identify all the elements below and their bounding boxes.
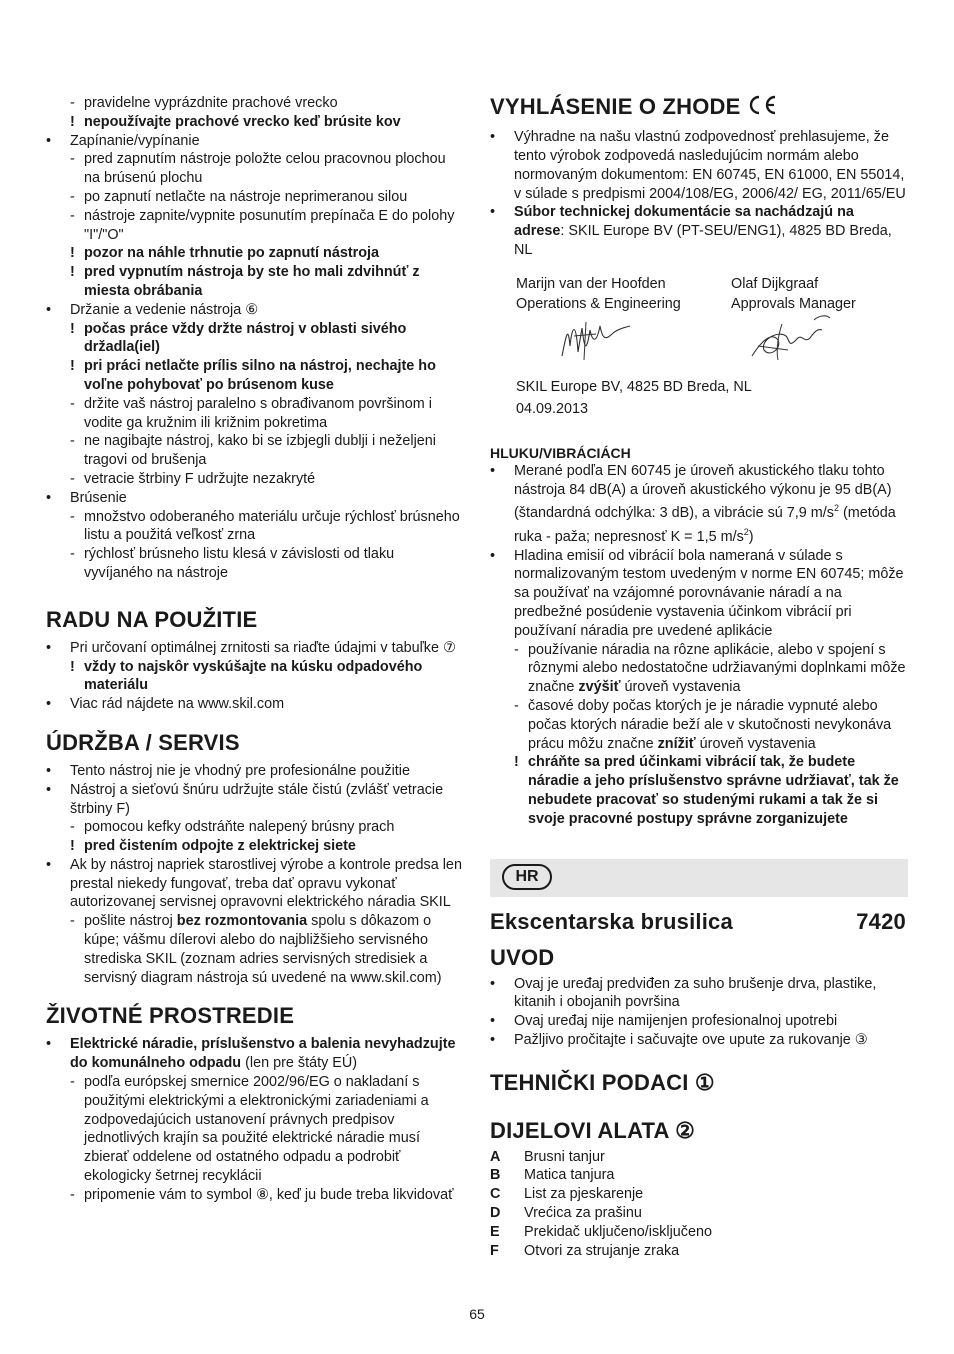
part-item: E Prekidač uključeno/isključeno xyxy=(490,1223,712,1240)
list-item: • Súbor technickej dokumentácie sa nachádzajú na adrese: SKIL Europe BV (PT-SEU/ENG1), 4825 BD Breda, NL xyxy=(490,204,892,258)
section-title-vyhlasenie: VYHLÁSENIE O ZHODE xyxy=(490,94,908,122)
company-address: SKIL Europe BV, 4825 BD Breda, NL 04.09.2013 xyxy=(516,378,752,417)
list-item: • Nástroj a sieťovú šnúru udržujte stále čistú (zvlášť vetracie štrbiny F) xyxy=(46,781,444,817)
section-title-zivotne: ŽIVOTNÉ PROSTREDIE xyxy=(46,1003,295,1029)
list-item: • Viac rád nájdete na www.skil.com xyxy=(46,696,285,713)
page-number: 65 xyxy=(469,1306,485,1322)
list-item: - vetracie štrbiny F udržujte nezakryté xyxy=(70,470,316,487)
right-column xyxy=(490,94,908,1260)
list-item: - nástroje zapnite/vypnite posunutím prepínača E do polohy "I"/"O" xyxy=(70,207,455,243)
list-item: • Ovaj uređaj nije namijenjen profesionalnoj upotrebi xyxy=(490,1013,838,1030)
warning-item: ! chráňte sa pred účinkami vibrácií tak, že budete náradie a jeho príslušenstvo správne udržiavať, tak že nebudete pracovať so studenými rukami a tak že si svoje pracovné postupy správne zorganizujete xyxy=(514,754,899,827)
signature-block xyxy=(490,274,908,444)
list-item: - rýchlosť brúsneho listu klesá v závislosti od tlaku vyvíjaného na nástroje xyxy=(70,546,395,581)
list-item: • Tento nástroj nie je vhodný pre profesionálne použitie xyxy=(46,762,410,779)
product-title: Ekscentarska brusilica 7420 xyxy=(490,908,906,934)
list-item: - pravidelne vyprázdnite prachové vrecko xyxy=(70,95,338,111)
list-item: • Výhradne na našu vlastnú zodpovednosť prehlasujeme, že tento výrobok zodpovedá nasledujúcim normám alebo normovaným dokumentom: EN 60745, EN 61000, EN 55014, v súlade s predpismi 2004/108/EG, 2006/42/ EG, 2011/65/EU xyxy=(490,129,906,202)
list-item: • Ovaj je uređaj predviđen za suho brušenje drva, plastike, kitanih i obojanih površina xyxy=(490,975,877,1011)
part-item: B Matica tanjura xyxy=(490,1167,615,1184)
list-item: - podľa európskej smernice 2002/96/EG o nakladaní s použitými elektrickými a elektronickými zariadeniami a zodpovedajúcich ustanovení právnych predpisov jednotlivých krajín sa použité elektrické náradie musí zbierať oddelene od ostatného odpadu a podrobiť ekologicky šetrnej recyklácii xyxy=(70,1074,429,1185)
section-title-radu: RADU NA POUŽITIE xyxy=(46,606,258,632)
section-title-dijelovi: DIJELOVI ALATA ② xyxy=(490,1117,696,1143)
section-title-tehnicki: TEHNIČKI PODACI ① xyxy=(490,1069,715,1095)
list-item: - množstvo odoberaného materiálu určuje rýchlosť brúsneho listu a použitá veľkosť zrna xyxy=(70,508,460,544)
parts-list xyxy=(490,1148,908,1261)
list-item: • Pri určovaní optimálnej zrnitosti sa riaďte údajmi v tabuľke ⑦ xyxy=(46,639,456,656)
signature-1-icon xyxy=(556,316,636,366)
section-title-uvod: UVOD xyxy=(490,944,555,970)
list-item: - používanie náradia na rôzne aplikácie, alebo v spojení s rôznymi alebo nedostatočne udržiavanými doplnkami môže značne zvýšiť úroveň vystavenia xyxy=(514,641,906,696)
warning-item: ! pozor na náhle trhnutie po zapnutí nástroja xyxy=(70,245,380,262)
warning-item: ! vždy to najskôr vyskúšajte na kúsku odpadového materiálu xyxy=(70,658,423,694)
list-item: • Brúsenie xyxy=(46,489,127,506)
language-bar xyxy=(490,859,908,897)
warning-item: ! pri práci netlačte prílis silno na nástroj, nechajte ho voľne pohybovať po brúsenom kuse xyxy=(70,358,436,393)
warning-item: ! pred vypnutím nástroja by ste ho mali zdvihnúť z miesta obrábania xyxy=(70,264,420,299)
warning-item: ! počas práce vždy držte nástroj v oblasti sivého držadla(iel) xyxy=(70,320,407,356)
part-item: F Otvori za strujanje zraka xyxy=(490,1242,680,1259)
language-badge: HR xyxy=(502,864,552,890)
list-item: - držite vaš nástroj paralelno s obrađivanom površinom i vodite ga kružnim ili križnim pokretima xyxy=(70,395,432,431)
list-item: - časové doby počas ktorých je je náradie vypnuté alebo počas ktorých náradie beží ale v skutočnosti nevykonáva prácu môžu značne znížiť úroveň vystavenia xyxy=(514,697,892,752)
warning-item: ! nepoužívajte prachové vrecko keď brúsite kov xyxy=(70,113,401,130)
part-item: C List za pjeskarenje xyxy=(490,1186,644,1203)
section-title-udrzba: ÚDRŽBA / SERVIS xyxy=(46,729,240,755)
part-item: A Brusni tanjur xyxy=(490,1148,605,1165)
left-column xyxy=(46,94,464,1205)
list-item: - pošlite nástroj bez rozmontovania spolu s dôkazom o kúpe; vášmu dílerovi alebo do najbližšieho servisného strediska SKIL (zoznam adries servisných stredisiek a servisný diagram nástroja sú uvedené na www.skil.com) xyxy=(70,913,442,986)
list-item: • Merané podľa EN 60745 je úroveň akustického tlaku tohto nástroja 84 dB(A) a úroveň akustického výkonu je 95 dB(A) (štandardná odchýlka: 3 dB), a vibrácie sú 7,9 $m/s^2$ (metóda ruka - paža; nepresnosť K = 1,5 $m/s^2$) xyxy=(490,462,896,545)
list-item: • Hladina emisií od vibrácií bola nameraná v súlade s normalizovaným testom uvedeným v norme EN 60745; môže sa používať na vzájomné porovnávanie náradí a na predbežné posúdenie vystavenia účinkom vibrácií pri používaní náradia pre uvedené aplikácie xyxy=(490,547,904,639)
list-item: - ne nagibajte nástroj, kako bi se izbjegli dublji i neželjeni tragovi od brušenja xyxy=(70,433,436,469)
list-item: • Zapínanie/vypínanie xyxy=(46,132,200,149)
signatory-2: Olaf Dijkgraaf Approvals Manager xyxy=(731,275,856,312)
list-item: • Ak by nástroj napriek starostlivej výrobe a kontrole predsa len prestal niekedy fungovať, treba dať opravu vykonať autorizovanej servisnej opravovni elektrického náradia SKIL xyxy=(46,856,462,911)
list-item: - pomocou kefky odstráňte nalepený brúsny prach xyxy=(70,819,395,836)
ce-mark-icon xyxy=(745,94,779,122)
signatory-1: Marijn van der Hoofden Operations & Engineering xyxy=(516,275,681,312)
warning-item: ! pred čistením odpojte z elektrickej siete xyxy=(70,838,356,855)
section-title-hluku: HLUKU/VIBRÁCIÁCH xyxy=(490,444,631,461)
list-item: - pripomenie vám to symbol ⑧, keď ju bude treba likvidovať xyxy=(70,1186,454,1203)
part-item: D Vrećica za prašinu xyxy=(490,1205,642,1222)
signature-2-icon xyxy=(748,310,840,368)
list-item: • Elektrické náradie, príslušenstvo a balenia nevyhadzujte do komunálneho odpadu (len pre štáty EÚ) xyxy=(46,1036,456,1072)
list-item: • Pažljivo pročitajte i sačuvajte ove upute za rukovanje ③ xyxy=(490,1031,868,1048)
list-item: • Držanie a vedenie nástroja ⑥ xyxy=(46,301,259,318)
list-item: - po zapnutí netlačte na nástroje neprimeranou silou xyxy=(70,188,408,205)
list-item: - pred zapnutím nástroje položte celou pracovnou plochou na brúsenú plochu xyxy=(70,151,446,187)
